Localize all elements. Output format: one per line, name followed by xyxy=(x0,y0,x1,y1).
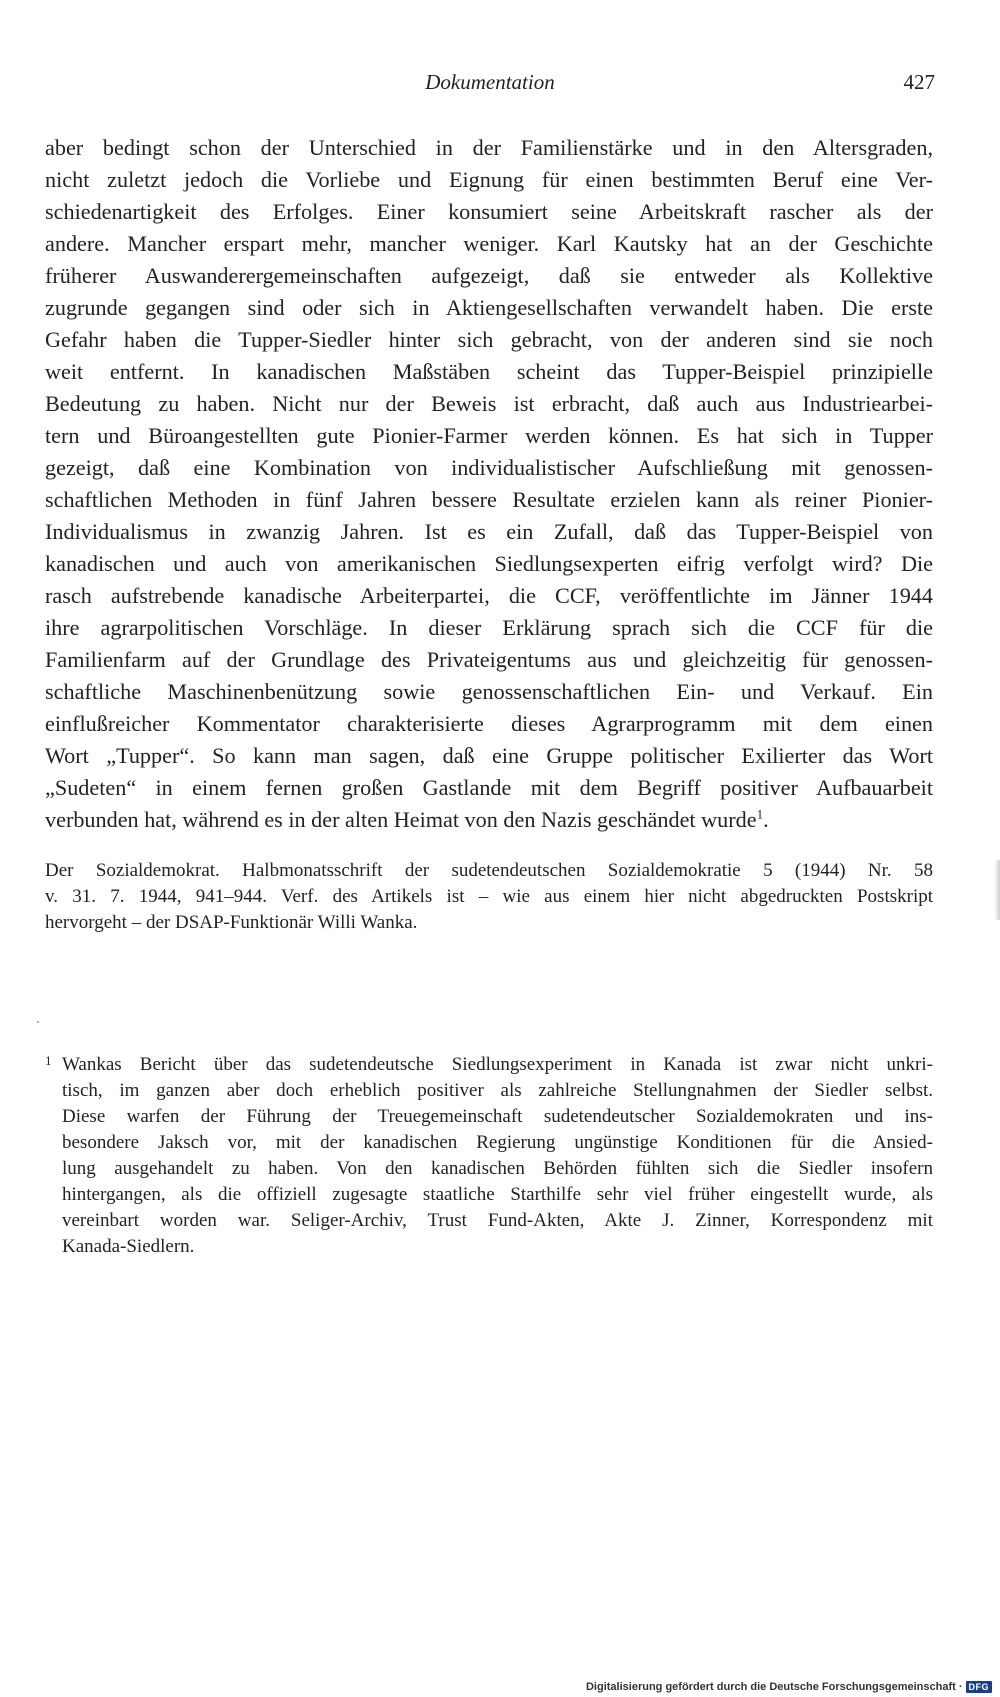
scan-edge-shadow xyxy=(994,860,1000,920)
credit-text: Digitalisierung gefördert durch die Deutsche Forschungsgemeinschaft · xyxy=(585,1681,963,1693)
digitization-credit xyxy=(586,1681,992,1693)
source-line: hervorgeht – der DSAP-Funktionär Willi Wanka. xyxy=(45,912,418,933)
body-line: Bedeutung zu haben. Nicht nur der Beweis ist erbracht, daß auch aus Industriearbei- xyxy=(45,391,933,416)
footnote-body xyxy=(62,1052,933,1260)
body-line: einflußreicher Kommentator charakterisierte dieses Agrarprogramm mit dem einen xyxy=(45,711,933,736)
body-end-punctuation: . xyxy=(763,807,769,832)
body-line: „Sudeten“ in einem fernen großen Gastlande mit dem Begriff positiver Aufbauarbeit xyxy=(45,775,933,800)
footnote-line: vereinbart worden war. Seliger-Archiv, Trust Fund-Akten, Akte J. Zinner, Korrespondenz mit xyxy=(62,1210,933,1231)
body-line: ihre agrarpolitischen Vorschläge. In dieser Erklärung sprach sich die CCF für die xyxy=(45,615,933,640)
body-line: Individualismus in zwanzig Jahren. Ist es ein Zufall, daß das Tupper-Beispiel von xyxy=(45,519,933,544)
body-line: Gefahr haben die Tupper-Siedler hinter sich gebracht, von der anderen sind sie noch xyxy=(45,327,933,352)
body-line: aber bedingt schon der Unterschied in der Familienstärke und in den Altersgraden, xyxy=(45,135,933,160)
body-line: schiedenartigkeit des Erfolges. Einer konsumiert seine Arbeitskraft rascher als der xyxy=(45,199,933,224)
footnote-line: Wankas Bericht über das sudetendeutsche Siedlungsexperiment in Kanada ist zwar nicht unkri- xyxy=(62,1054,933,1075)
body-line: nicht zuletzt jedoch die Vorliebe und Eignung für einen bestimmten Beruf eine Ver- xyxy=(45,167,933,192)
running-header xyxy=(45,70,935,100)
body-line: rasch aufstrebende kanadische Arbeiterpartei, die CCF, veröffentlichte im Jänner 1944 xyxy=(45,583,933,608)
footnote xyxy=(45,1052,933,1260)
body-line: zugrunde gegangen sind oder sich in Aktiengesellschaften verwandelt haben. Die erste xyxy=(45,295,933,320)
footnote-line: tisch, im ganzen aber doch erheblich positiver als zahlreiche Stellungnahmen der Siedler selbst. xyxy=(62,1080,933,1101)
body-line: weit entfernt. In kanadischen Maßstäben scheint das Tupper-Beispiel prinzipielle xyxy=(45,359,933,384)
footnote-line: lung ausgehandelt zu haben. Von den kanadischen Behörden fühlten sich die Siedler insofern xyxy=(62,1158,933,1179)
page-number: 427 xyxy=(903,70,935,94)
running-title: Dokumentation xyxy=(425,70,555,94)
source-line: Der Sozialdemokrat. Halbmonatsschrift der sudetendeutschen Sozialdemokratie 5 (1944) Nr. 58 xyxy=(45,860,933,881)
dfg-logo: DFG xyxy=(966,1681,993,1693)
footnote-line: besondere Jaksch vor, mit der kanadischen Regierung ungünstige Konditionen für die Ansied- xyxy=(62,1132,933,1153)
body-line: Familienfarm auf der Grundlage des Privateigentums aus und gleichzeitig für genossen- xyxy=(45,647,933,672)
body-line-text: verbunden hat, während es in der alten Heimat von den Nazis geschändet wurde xyxy=(45,807,757,832)
body-line: schaftliche Maschinenbenützung sowie genossenschaftlichen Ein- und Verkauf. Ein xyxy=(45,679,933,704)
body-line-last xyxy=(45,804,933,836)
body-line: gezeigt, daß eine Kombination von individualistischer Aufschließung mit genossen- xyxy=(45,455,933,480)
footnote-line: Diese warfen der Führung der Treuegemeinschaft sudetendeutscher Sozialdemokraten und ins- xyxy=(62,1106,933,1127)
body-line: andere. Mancher erspart mehr, mancher weniger. Karl Kautsky hat an der Geschichte xyxy=(45,231,933,256)
body-line: tern und Büroangestellten gute Pionier-Farmer werden können. Es hat sich in Tupper xyxy=(45,423,933,448)
footnote-marker: 1 xyxy=(45,1053,52,1068)
footnote-line: hintergangen, als die offiziell zugesagte staatliche Starthilfe sehr viel früher eingestellt wurde, als xyxy=(62,1184,933,1205)
footnote-line: Kanada-Siedlern. xyxy=(62,1236,195,1257)
source-citation xyxy=(45,858,933,936)
body-text xyxy=(45,132,933,836)
body-line: schaftlichen Methoden in fünf Jahren bessere Resultate erzielen kann als reiner Pionier- xyxy=(45,487,933,512)
body-line: kanadischen und auch von amerikanischen Siedlungsexperten eifrig verfolgt wird? Die xyxy=(45,551,933,576)
body-line: Wort „Tupper“. So kann man sagen, daß eine Gruppe politischer Exilierter das Wort xyxy=(45,743,933,768)
scan-speck xyxy=(37,1021,39,1023)
body-line: früherer Auswanderergemeinschaften aufgezeigt, daß sie entweder als Kollektive xyxy=(45,263,933,288)
footnote-reference[interactable]: 1 xyxy=(756,806,764,822)
source-line: v. 31. 7. 1944, 941–944. Verf. des Artikels ist – wie aus einem hier nicht abgedruckten Postskript xyxy=(45,886,933,907)
